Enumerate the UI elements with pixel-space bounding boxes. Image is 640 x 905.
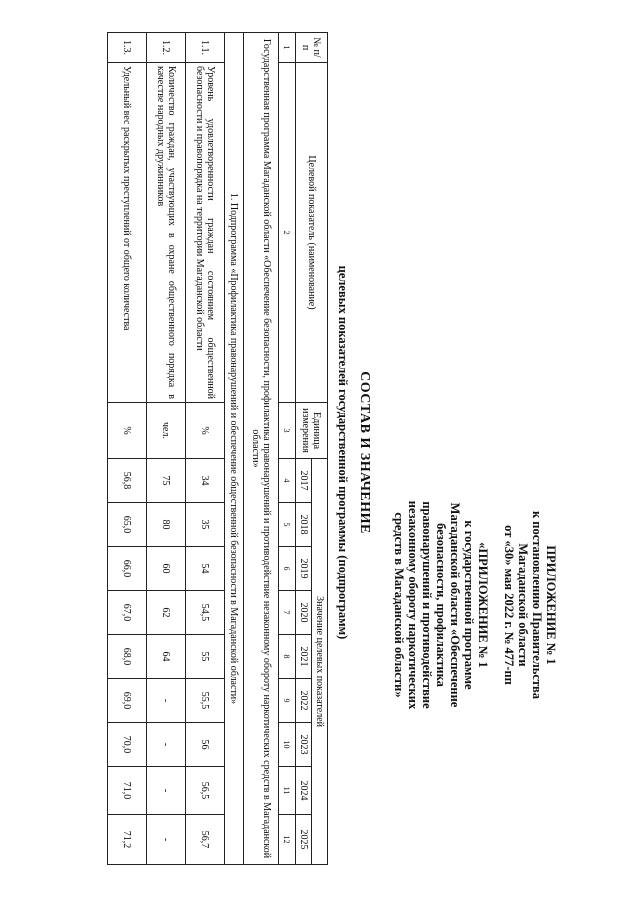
year-header: 2024	[296, 767, 312, 815]
column-number: 6	[279, 547, 296, 591]
appendix-line: безопасности, профилактика	[434, 523, 448, 687]
program-title-cell: Государственная программа Магаданской области «Обеспечение безопасности, профилактика правонарушений и противодействие незаконному обороту наркотических средств в Магаданской области»	[244, 33, 279, 865]
appendix-line: от «30» мая 2022 г. № 477-пп	[502, 525, 516, 685]
indicator-value: 62	[147, 591, 186, 635]
indicator-value: 55	[186, 635, 225, 679]
indicator-value: 56,5	[186, 767, 225, 815]
column-number: 3	[279, 403, 296, 459]
indicator-value: 71,2	[108, 815, 147, 865]
column-numbers-row	[279, 33, 296, 865]
appendix-line: ПРИЛОЖЕНИЕ № 1	[544, 545, 558, 665]
document-subtitle: целевых показателей государственной программы (подпрограмм)	[336, 265, 350, 640]
year-header: 2023	[296, 723, 312, 767]
column-number: 9	[279, 679, 296, 723]
column-header-no: № п/п	[296, 33, 328, 63]
row-number: 1.1.	[186, 33, 225, 63]
indicator-value: 71,0	[108, 767, 147, 815]
indicator-value: 35	[186, 503, 225, 547]
indicators-table	[107, 32, 328, 865]
year-header: 2021	[296, 635, 312, 679]
year-header: 2020	[296, 591, 312, 635]
indicator-value: 69,0	[108, 679, 147, 723]
table-row	[108, 33, 147, 865]
column-number: 7	[279, 591, 296, 635]
indicator-value: 56,8	[108, 459, 147, 503]
indicator-name: Удельный вес раскрытых преступлений от общего количества	[108, 63, 147, 403]
subprogram-row	[225, 33, 244, 865]
column-header-unit: Единица измерения	[296, 403, 328, 459]
table-row	[186, 33, 225, 865]
indicator-name: Уровень удовлетворенности граждан состоянием общественной безопасности и правопорядка на территории Магаданской области	[186, 63, 225, 403]
appendix-line: средств в Магаданской области»	[392, 512, 406, 698]
indicator-value: 54,5	[186, 591, 225, 635]
appendix-line: «ПРИЛОЖЕНИЕ № 1	[476, 542, 490, 668]
indicator-value: 67,0	[108, 591, 147, 635]
appendix-line: Магаданской области «Обеспечение	[448, 502, 462, 708]
indicator-value: 66,0	[108, 547, 147, 591]
row-number: 1.2.	[147, 33, 186, 63]
indicator-value: 60	[147, 547, 186, 591]
indicator-value: -	[147, 723, 186, 767]
year-header: 2018	[296, 503, 312, 547]
program-row	[244, 33, 279, 865]
column-header-name: Целевой показатель (наименование)	[296, 63, 328, 403]
indicator-value: 68,0	[108, 635, 147, 679]
year-header: 2019	[296, 547, 312, 591]
column-number: 5	[279, 503, 296, 547]
indicator-value: -	[147, 767, 186, 815]
indicator-value: 54	[186, 547, 225, 591]
program-appendix-header	[392, 455, 490, 755]
column-header-values: Значение целевых показателей	[312, 459, 328, 865]
appendix-header	[392, 455, 558, 755]
indicator-value: -	[147, 679, 186, 723]
appendix-line: к постановлению Правительства	[530, 510, 544, 700]
appendix-line: правонарушений и противодействие	[420, 501, 434, 709]
table-header-row	[312, 33, 328, 865]
column-number: 12	[279, 815, 296, 865]
indicator-value: 80	[147, 503, 186, 547]
indicator-value: 65,0	[108, 503, 147, 547]
indicator-unit: %	[186, 403, 225, 459]
indicator-value: 70,0	[108, 723, 147, 767]
indicator-name: Количество граждан, участвующих в охране общественного порядка в качестве народных дружинников	[147, 63, 186, 403]
indicator-value: 34	[186, 459, 225, 503]
indicator-unit: чел.	[147, 403, 186, 459]
column-number: 10	[279, 723, 296, 767]
appendix-line: Магаданской области	[516, 543, 530, 667]
indicator-value: 56	[186, 723, 225, 767]
appendix-line: незаконному обороту наркотических	[406, 500, 420, 710]
table-row	[147, 33, 186, 865]
year-header: 2022	[296, 679, 312, 723]
column-number: 4	[279, 459, 296, 503]
indicator-value: -	[147, 815, 186, 865]
year-header: 2025	[296, 815, 312, 865]
indicator-value: 55,5	[186, 679, 225, 723]
document-title: СОСТАВ И ЗНАЧЕНИЕ	[357, 371, 372, 534]
indicator-unit: %	[108, 403, 147, 459]
row-number: 1.3.	[108, 33, 147, 63]
appendix-line: к государственной программе	[462, 520, 476, 690]
column-number: 1	[279, 33, 296, 63]
subprogram-title-cell: 1. Подпрограмма «Профилактика правонарушений и обеспечение общественной безопасности в Магаданской области»	[225, 33, 244, 865]
column-number: 2	[279, 63, 296, 403]
column-number: 11	[279, 767, 296, 815]
indicator-value: 64	[147, 635, 186, 679]
indicator-value: 56,7	[186, 815, 225, 865]
year-header: 2017	[296, 459, 312, 503]
indicator-value: 75	[147, 459, 186, 503]
column-number: 8	[279, 635, 296, 679]
